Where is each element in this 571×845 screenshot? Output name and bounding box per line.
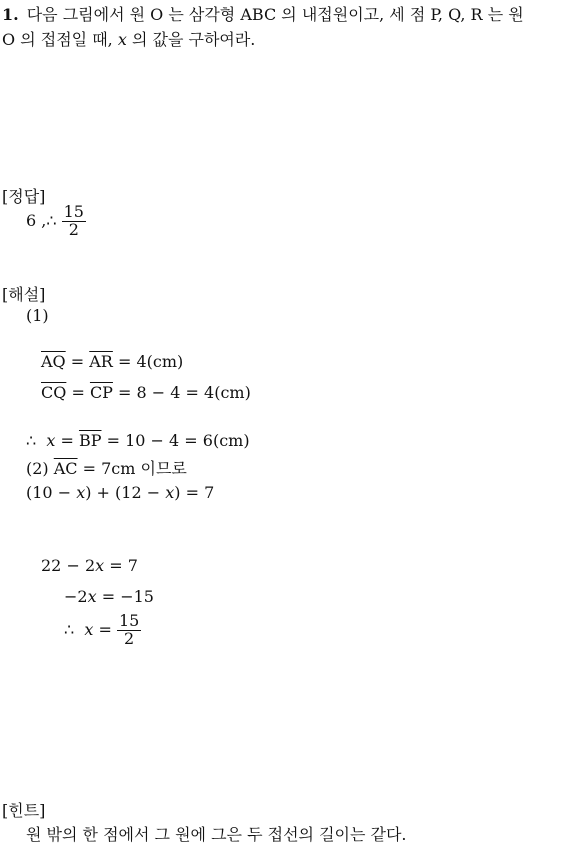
x-variable: x — [95, 556, 105, 575]
answer-fraction — [62, 204, 86, 239]
answer-sep: ,∴ — [36, 210, 62, 230]
answer-frac-num: 15 — [63, 202, 84, 221]
eq3-frac-den: 2 — [124, 628, 135, 648]
eq1-b: = 7 — [104, 556, 138, 575]
part1-label: (1) — [26, 306, 49, 325]
x-variable: x — [84, 619, 94, 639]
segment-aq: $\overline{AQ}$ — [41, 352, 66, 371]
eq-aq-rest: = 4(cm) — [112, 352, 184, 371]
eq-bp-rest: = 10 − 4 = 6(cm) — [101, 431, 250, 450]
eq-cq-rest: = 8 − 4 = 4(cm) — [112, 383, 251, 402]
solution-header: [해설] — [2, 285, 46, 304]
eq-ac — [26, 456, 187, 479]
eq-bp: ∴ $x = \overline{BP} = 10 - 4 = 6(cm)$ — [26, 431, 250, 450]
part2-label: (2) — [26, 459, 54, 478]
eq3-fraction — [117, 613, 141, 648]
x-variable: x — [117, 30, 127, 49]
eq2-b: = −15 — [96, 587, 154, 606]
x-variable: x — [165, 483, 175, 502]
eq-cq-cp: $\overline{CQ} = \overline{CP} = 8 - 4 = 4(cm)$ — [41, 383, 251, 402]
segment-ac: $\overline{AC}$ — [53, 459, 78, 478]
answer-line — [26, 204, 86, 239]
segment-bp: $\overline{BP}$ — [78, 431, 102, 450]
x-variable: x — [46, 431, 56, 450]
segment-cp: $\overline{CP}$ — [89, 383, 113, 402]
eq-step-1 — [41, 556, 138, 575]
therefore-symbol: ∴ — [26, 431, 37, 450]
eq-main-c: ) = 7 — [174, 483, 215, 502]
answer-frac-den: 2 — [68, 219, 79, 239]
eq-step-2 — [64, 587, 154, 606]
x-variable: x — [87, 587, 97, 606]
hint-header: [힌트] — [2, 801, 46, 820]
therefore-symbol: ∴ — [64, 619, 75, 639]
eq-aq-ar: $\overline{AQ} = \overline{AR} = 4(cm)$ — [41, 352, 184, 371]
x-variable: x — [76, 483, 86, 502]
answer-value: 6 — [26, 210, 37, 230]
question-line-2 — [2, 27, 255, 50]
question-text-1: 다음 그림에서 원 O 는 삼각형 ABC 의 내접원이고, 세 점 P, Q, R 는 원 — [26, 5, 524, 24]
eq-ac-rest: = 7cm 이므로 — [77, 459, 187, 478]
eq1-a: 22 − 2 — [41, 556, 96, 575]
question-number: 1. — [2, 5, 19, 24]
question-line-1 — [2, 2, 524, 25]
eq-main-b: ) + (12 − — [85, 483, 166, 502]
eq-step-3: ∴ x = $\frac{15}{2}$ — [64, 611, 140, 648]
eq-main — [26, 483, 214, 502]
segment-cq: $\overline{CQ}$ — [41, 383, 67, 402]
eq-main-a: (10 − — [26, 483, 77, 502]
hint-text: 원 밖의 한 점에서 그 원에 그은 두 접선의 길이는 같다. — [26, 825, 407, 844]
eq3-frac-num: 15 — [118, 611, 140, 630]
question-text-2b: 의 값을 구하여라. — [126, 30, 256, 49]
answer-header: [정답] — [2, 187, 46, 206]
eq2-a: −2 — [64, 587, 88, 606]
segment-ar: $\overline{AR}$ — [89, 352, 113, 371]
question-text-2a: O 의 접점일 때, — [2, 30, 118, 49]
